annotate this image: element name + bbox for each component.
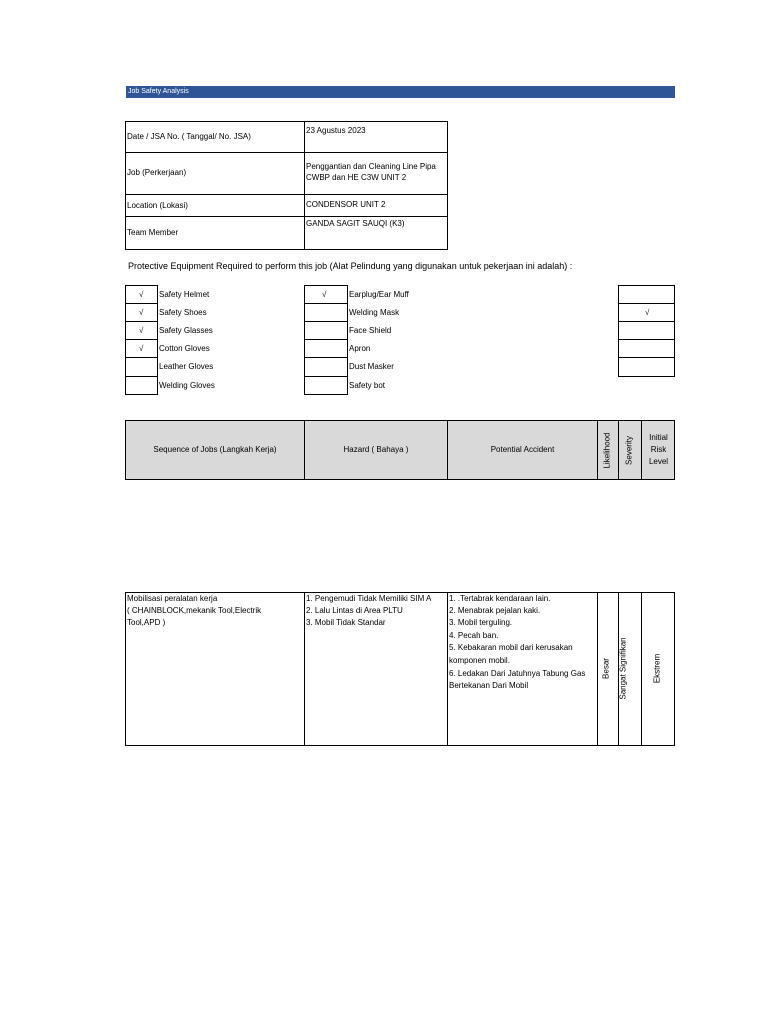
- accident-line-7: 6. Ledakan Dari Jatuhnya Tabung Gas: [449, 669, 586, 678]
- ppe-label-welding-gloves: Welding Gloves: [159, 381, 215, 390]
- accident-line-5: 5. Kebakaran mobil dari kerusakan: [449, 643, 573, 652]
- ppe-label-safety-shoes: Safety Shoes: [159, 308, 207, 317]
- accident-line-8: Bertekanan Dari Mobil: [449, 681, 529, 690]
- sequence-line-3: Tool,APD ): [127, 618, 166, 627]
- info-label-location: Location (Lokasi): [127, 201, 188, 210]
- page-title: Job Safety Analysis: [126, 86, 675, 98]
- info-value-team: GANDA SAGIT SAUQI (K3): [306, 219, 405, 228]
- checkbox-extra-2[interactable]: √: [645, 308, 650, 317]
- accident-line-4: 4. Pecah ban.: [449, 631, 499, 640]
- header-sequence: Sequence of Jobs (Langkah Kerja): [153, 445, 277, 454]
- ppe-heading: Protective Equipment Required to perform this job (Alat Pelindung yang digunakan untuk pekerjaan ini adalah) :: [128, 261, 573, 271]
- checkbox-cotton-gloves[interactable]: √: [139, 344, 144, 353]
- ppe-label-safety-glasses: Safety Glasses: [159, 326, 213, 335]
- accident-line-3: 3. Mobil terguling.: [449, 618, 513, 627]
- ppe-label-cotton-gloves: Cotton Gloves: [159, 344, 210, 353]
- ppe-label-dust-masker: Dust Masker: [349, 362, 394, 371]
- header-severity: Severity: [624, 436, 634, 465]
- likelihood-value: Besar: [601, 658, 611, 679]
- ppe-label-leather-gloves: Leather Gloves: [159, 362, 214, 371]
- header-hazard: Hazard ( Bahaya ): [343, 445, 409, 454]
- header-accident: Potential Accident: [490, 445, 555, 454]
- checkbox-earplug[interactable]: √: [322, 290, 327, 299]
- accident-line-6: komponen mobil.: [449, 656, 510, 665]
- ppe-label-apron: Apron: [349, 344, 371, 353]
- risk-level-value: Ekstrem: [652, 653, 662, 684]
- header-risk-line3: Level: [648, 457, 669, 466]
- info-value-date: 23 Agustus 2023: [306, 126, 366, 135]
- accident-line-1: 1. .Tertabrak kendaraan lain.: [449, 594, 551, 603]
- info-label-date: Date / JSA No. ( Tanggal/ No. JSA): [127, 132, 251, 141]
- hazard-item-2: 2. Lalu Lintas di Area PLTU: [306, 606, 403, 615]
- info-value-job: Penggantian dan Cleaning Line Pipa CWBP dan HE C3W UNIT 2: [306, 162, 436, 182]
- ppe-label-safety-bot: Safety bot: [349, 381, 386, 390]
- info-label-team: Team Member: [127, 228, 179, 237]
- ppe-label-earplug: Earplug/Ear Muff: [349, 290, 409, 299]
- hazard-item-3: 3. Mobil Tidak Standar: [306, 618, 386, 627]
- header-risk-line1: Initial: [649, 433, 668, 442]
- checkbox-safety-shoes[interactable]: √: [139, 308, 144, 317]
- info-label-job: Job (Perkerjaan): [127, 168, 187, 177]
- header-likelihood: Likelihood: [602, 432, 612, 469]
- checkbox-safety-helmet[interactable]: √: [139, 290, 144, 299]
- sequence-line-1: Mobilisasi peralatan kerja: [127, 594, 218, 603]
- header-risk-line2: Risk: [650, 445, 667, 454]
- accident-line-2: 2. Menabrak pejalan kaki.: [449, 606, 541, 615]
- ppe-label-safety-helmet: Safety Helmet: [159, 290, 210, 299]
- severity-value: Sangat Signifikan: [618, 637, 628, 700]
- ppe-label-face-shield: Face Shield: [349, 326, 392, 335]
- sequence-line-2: ( CHAINBLOCK,mekanik Tool,Electrik: [127, 606, 262, 615]
- checkbox-safety-glasses[interactable]: √: [139, 326, 144, 335]
- ppe-label-welding-mask: Welding Mask: [349, 308, 400, 317]
- info-value-location: CONDENSOR UNIT 2: [306, 200, 386, 209]
- hazard-item-1: 1. Pengemudi Tidak Memiliki SIM A: [306, 594, 432, 603]
